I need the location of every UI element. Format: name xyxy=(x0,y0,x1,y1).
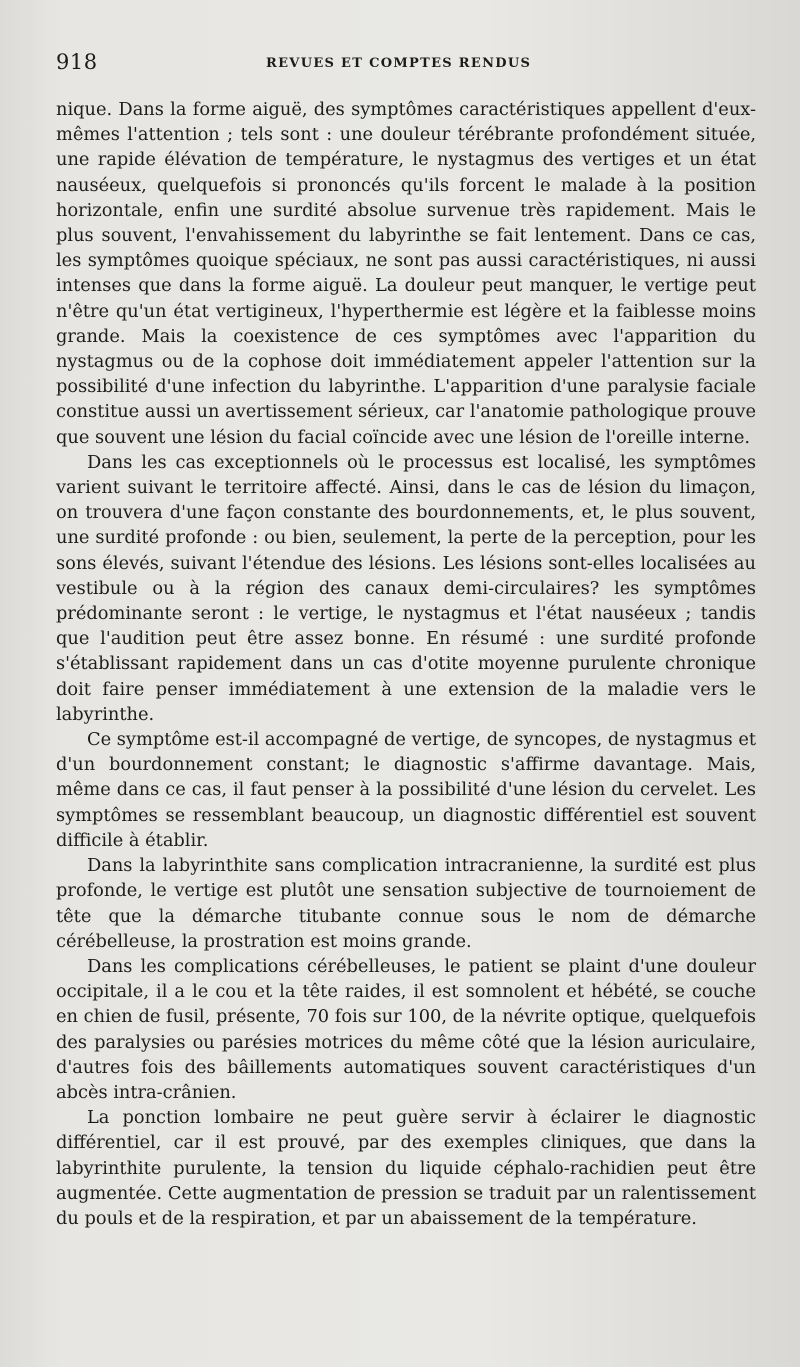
paragraph-continuation: nique. Dans la forme aiguë, des symptômes caractéristiques appellent d'eux-mêmes l'attention ; tels sont : une douleur térébrante profondément située, une rapide élévation de température, le nystagmus des vertiges et un état nauséeux, quelquefois si prononcés qu'ils forcent le malade à la position horizontale, enfin une surdité absolue survenue très rapidement. Mais le plus souvent, l'envahissement du labyrinthe se fait lentement. Dans ce cas, les symptômes quoique spéciaux, ne sont pas aussi caractéristiques, ni aussi intenses que dans la forme aiguë. La douleur peut manquer, le vertige peut n'être qu'un état vertigineux, l'hyperthermie est légère et la faiblesse moins grande. Mais la coexistence de ces symptômes avec l'apparition du nystagmus ou de la cophose doit immédiatement appeler l'attention sur la possibilité d'une infection du labyrinthe. L'apparition d'une paralysie faciale constitue aussi un avertissement sérieux, car l'anatomie pathologique prouve que souvent une lésion du facial coïncide avec une lésion de l'oreille interne. xyxy=(56,99,756,448)
page-number: 918 xyxy=(56,50,98,74)
paragraph-cerebellar-complications: Dans les complications cérébelleuses, le patient se plaint d'une douleur occipitale, il a le cou et la tête raides, il est somnolent et hébété, se couche en chien de fusil, présente, 70 fois sur 100, de la névrite optique, quelquefois des paralysies ou parésies motrices du même côté que la lésion auriculaire, d'autres fois des bâillements automatiques souvent caractéristiques d'un abcès intra-crânien. xyxy=(56,955,756,1103)
paragraph-vertigo-diagnosis: Ce symptôme est-il accompagné de vertige, de syncopes, de nystagmus et d'un bourdonnement constant; le diagnostic s'affirme davantage. Mais, même dans ce cas, il faut penser à la possibilité d'une lésion du cervelet. Les symptômes se ressemblant beaucoup, un diagnostic différentiel est souvent difficile à établir. xyxy=(56,729,756,851)
body-text xyxy=(56,97,756,1231)
running-head: REVUES ET COMPTES RENDUS xyxy=(266,56,532,71)
paragraph-lumbar-puncture: La ponction lombaire ne peut guère servir à éclairer le diagnostic différentiel, car il est prouvé, par des exemples cliniques, que dans la labyrinthite purulente, la tension du liquide céphalo-rachidien peut être augmentée. Cette augmentation de pression se traduit par un ralentissement du pouls et de la respiration, et par un abaissement de la température. xyxy=(56,1107,756,1229)
paragraph-localized-lesions: Dans les cas exceptionnels où le processus est localisé, les symptômes varient suivant le territoire affecté. Ainsi, dans le cas de lésion du limaçon, on trouvera d'une façon constante des bourdonnements, et, le plus souvent, une surdité profonde : ou bien, seulement, la perte de la perception, pour les sons élevés, suivant l'étendue des lésions. Les lésions sont-elles localisées au vestibule ou à la région des canaux demi-circulaires? les symptômes prédominante seront : le vertige, le nystagmus et l'état nauséeux ; tandis que l'audition peut être assez bonne. En résumé : une surdité profonde s'établissant rapidement dans un cas d'otite moyenne purulente chronique doit faire penser immédiatement à une extension de la maladie vers le labyrinthe. xyxy=(56,451,756,725)
page-header xyxy=(56,50,756,80)
paragraph-labyrinthitis: Dans la labyrinthite sans complication intracranienne, la surdité est plus profonde, le vertige est plutôt une sensation subjective de tournoiement de tête que la démarche titubante connue sous le nom de démarche cérébelleuse, la prostration est moins grande. xyxy=(56,855,756,952)
